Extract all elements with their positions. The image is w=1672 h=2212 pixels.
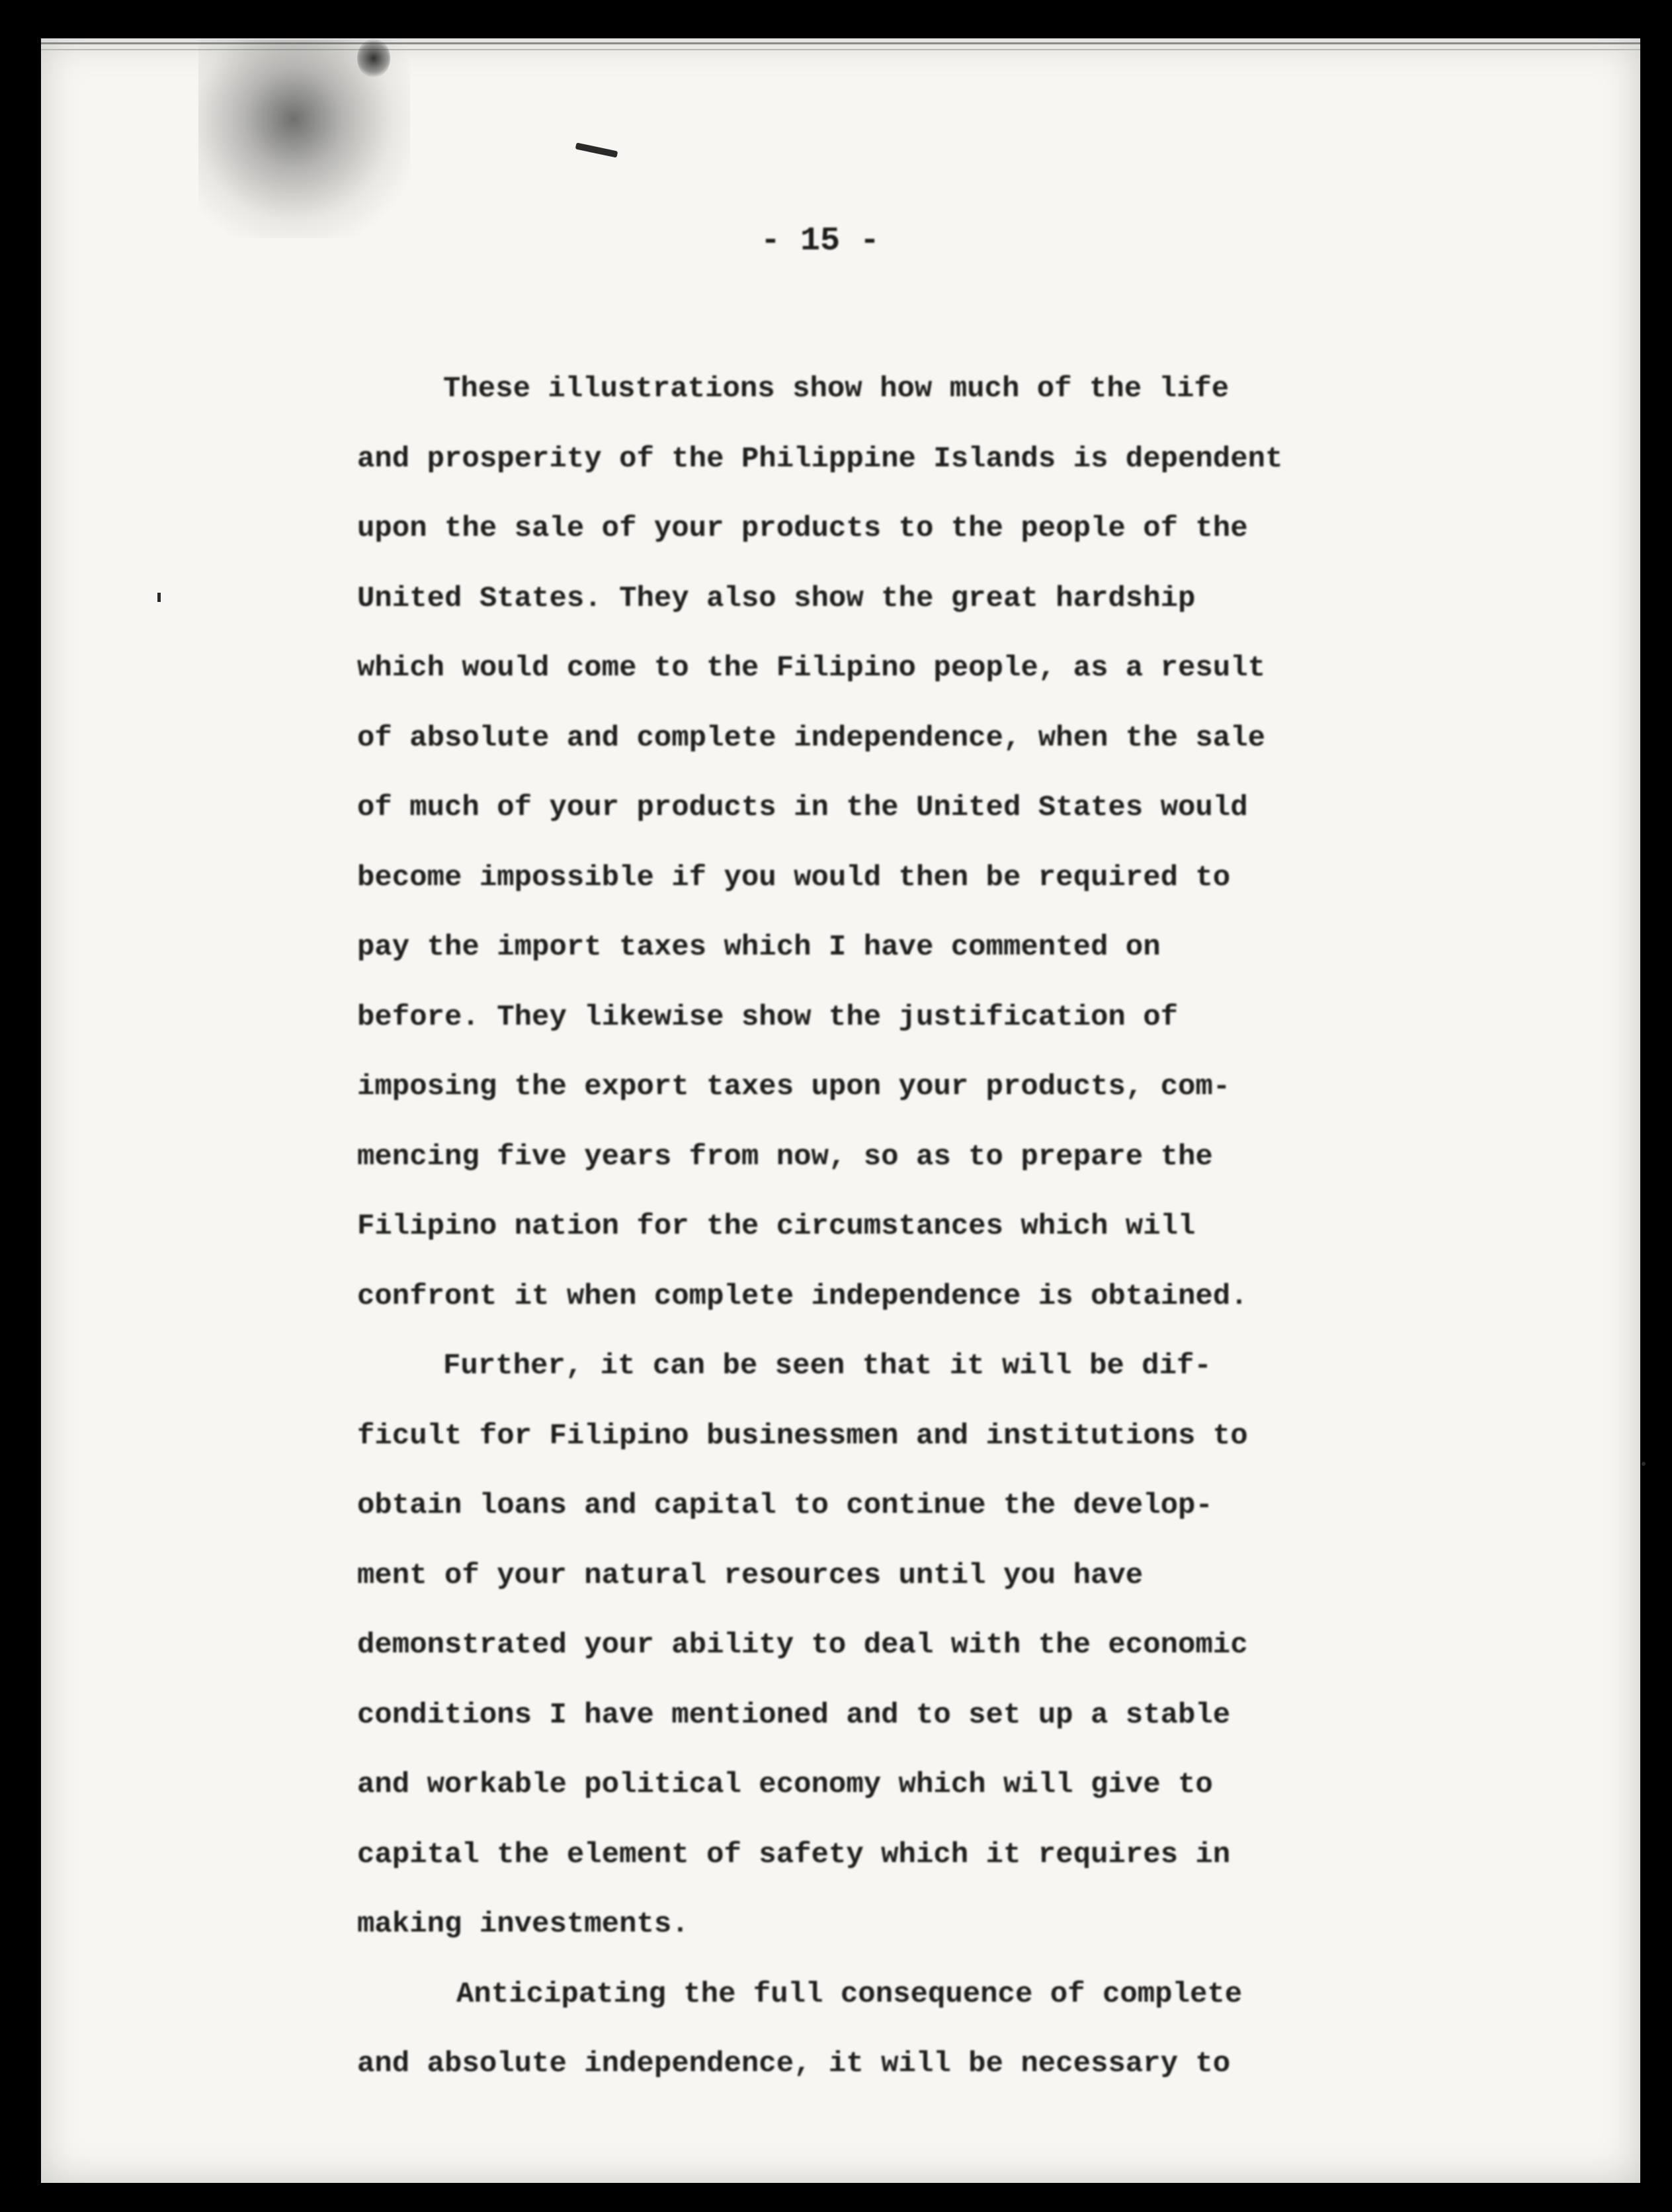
text-line: United States. They also show the great hardship xyxy=(357,581,1196,615)
text-line: upon the sale of your products to the people of the xyxy=(357,512,1248,545)
text-line: conditions I have mentioned and to set up a stable xyxy=(357,1698,1231,1732)
text-line: obtain loans and capital to continue the develop- xyxy=(357,1489,1213,1522)
text-line: ficult for Filipino businessmen and institutions to xyxy=(357,1419,1248,1453)
text-line: which would come to the Filipino people, as a result xyxy=(357,652,1266,685)
text-line: Anticipating the full consequence of complete xyxy=(456,1977,1243,2011)
text-line: demonstrated your ability to deal with the economic xyxy=(357,1629,1248,1662)
text-line: making investments. xyxy=(357,1908,689,1941)
text-line: confront it when complete independence is obtained. xyxy=(357,1279,1248,1313)
text-line: of much of your products in the United States would xyxy=(357,791,1248,824)
margin-speck xyxy=(157,593,161,602)
text-line: become impossible if you would then be required to xyxy=(357,861,1231,894)
text-line: mencing five years from now, so as to prepare the xyxy=(357,1140,1213,1173)
page-number: - 15 - xyxy=(760,222,880,260)
text-line: capital the element of safety which it requires in xyxy=(357,1838,1231,1871)
typed-body-text xyxy=(357,355,1442,2100)
ink-blot xyxy=(357,38,390,78)
text-line: imposing the export taxes upon your products, com- xyxy=(357,1070,1231,1103)
text-line: pay the import taxes which I have commented on xyxy=(357,931,1161,964)
text-line: ment of your natural resources until you have xyxy=(357,1558,1144,1592)
margin-speck-right xyxy=(1642,1462,1646,1466)
text-line: of absolute and complete independence, when the sale xyxy=(357,721,1266,755)
text-line: These illustrations show how much of the life xyxy=(443,372,1230,405)
text-line: Further, it can be seen that it will be dif- xyxy=(443,1349,1212,1382)
text-line: and prosperity of the Philippine Islands is dependent xyxy=(357,442,1283,476)
text-line: and workable political economy which will give to xyxy=(357,1768,1213,1801)
text-line: before. They likewise show the justification of xyxy=(357,1000,1179,1034)
text-line: and absolute independence, it will be necessary to xyxy=(357,2047,1231,2080)
text-line: Filipino nation for the circumstances which will xyxy=(357,1210,1196,1243)
